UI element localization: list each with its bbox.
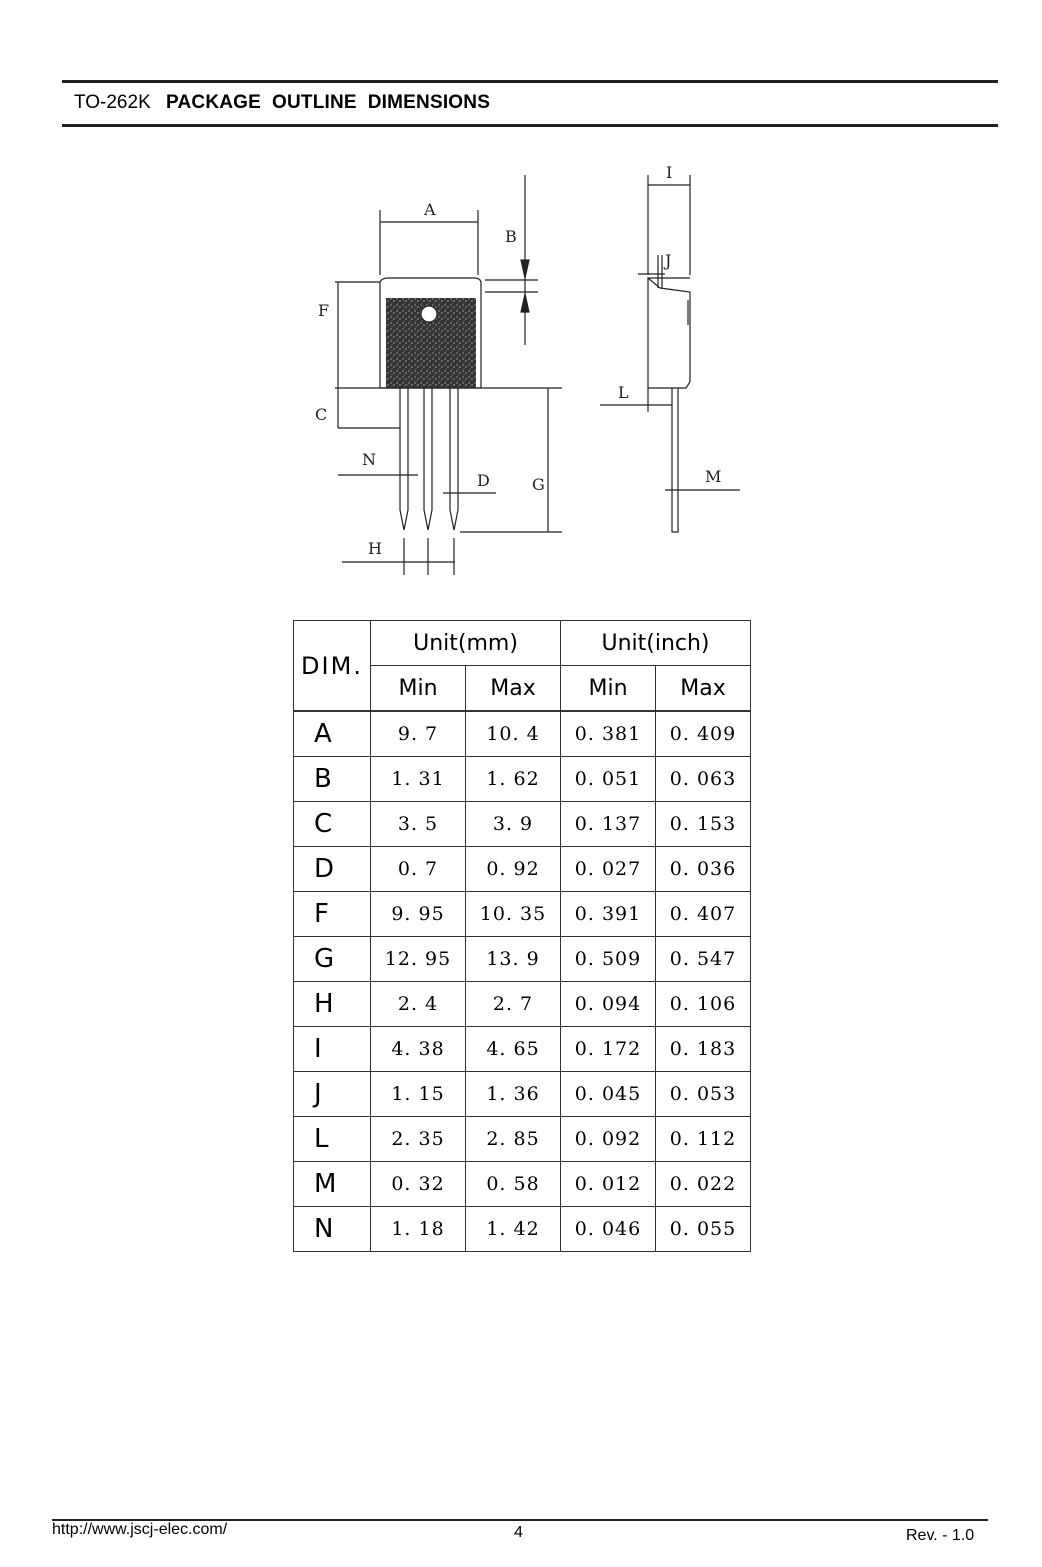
dim-cell: B [294,757,371,802]
table-row [294,1117,751,1162]
revision: Rev. - 1.0 [906,1527,975,1544]
inch-min-cell: 0. 012 [561,1162,656,1207]
mm-max-cell: 13. 9 [466,937,561,982]
mm-max-cell: 1. 42 [466,1207,561,1252]
mounting-hole [421,306,437,322]
drawing-label-j: J [665,251,672,270]
table-row [294,892,751,937]
drawing-label-l: L [618,383,629,402]
dim-cell: C [294,802,371,847]
header-top-rule [62,80,998,83]
dim-cell: F [294,892,371,937]
mm-min-cell: 0. 32 [371,1162,466,1207]
inch-min-header: Min [561,666,656,712]
inch-min-cell: 0. 051 [561,757,656,802]
unit-inch-header: Unit(inch) [561,621,751,666]
table-row [294,757,751,802]
table-row [294,802,751,847]
mm-max-cell: 10. 35 [466,892,561,937]
inch-max-cell: 0. 036 [656,847,751,892]
dim-column-header: DIM. [294,621,371,712]
inch-min-cell: 0. 509 [561,937,656,982]
mm-max-cell: 0. 58 [466,1162,561,1207]
lead-center [424,388,432,530]
mm-max-cell: 1. 36 [466,1072,561,1117]
mm-min-cell: 12. 95 [371,937,466,982]
mm-min-cell: 2. 4 [371,982,466,1027]
inch-min-cell: 0. 027 [561,847,656,892]
mm-min-cell: 9. 95 [371,892,466,937]
dim-cell: D [294,847,371,892]
table-row [294,847,751,892]
table-row [294,1207,751,1252]
dim-cell: I [294,1027,371,1072]
inch-min-cell: 0. 381 [561,711,656,757]
inch-min-cell: 0. 172 [561,1027,656,1072]
dim-cell: A [294,711,371,757]
drawing-label-c: C [315,405,328,424]
table-row [294,1162,751,1207]
lead-right [450,388,458,530]
inch-min-cell: 0. 137 [561,802,656,847]
inch-max-cell: 0. 409 [656,711,751,757]
drawing-label-f: F [318,301,330,320]
table-row [294,982,751,1027]
mm-min-cell: 1. 18 [371,1207,466,1252]
dim-cell: M [294,1162,371,1207]
dim-cell: L [294,1117,371,1162]
dim-cell: H [294,982,371,1027]
inch-max-header: Max [656,666,751,712]
mm-min-cell: 1. 15 [371,1072,466,1117]
dim-cell: J [294,1072,371,1117]
mm-max-cell: 2. 85 [466,1117,561,1162]
drawing-label-d: D [477,471,490,490]
inch-min-cell: 0. 046 [561,1207,656,1252]
inch-max-cell: 0. 022 [656,1162,751,1207]
dim-cell: G [294,937,371,982]
unit-mm-header: Unit(mm) [371,621,561,666]
mm-max-cell: 3. 9 [466,802,561,847]
table-row [294,1072,751,1117]
inch-max-cell: 0. 183 [656,1027,751,1072]
inch-min-cell: 0. 094 [561,982,656,1027]
inch-max-cell: 0. 055 [656,1207,751,1252]
drawing-label-i: I [666,163,673,182]
inch-max-cell: 0. 547 [656,937,751,982]
mm-min-cell: 4. 38 [371,1027,466,1072]
table-header-row [294,621,751,666]
inch-max-cell: 0. 053 [656,1072,751,1117]
package-side-body [648,278,690,388]
inch-max-cell: 0. 106 [656,982,751,1027]
drawing-label-n: N [362,450,376,469]
mm-max-header: Max [466,666,561,712]
drawing-label-h: H [368,539,382,558]
mm-min-header: Min [371,666,466,712]
table-row [294,937,751,982]
mm-min-cell: 2. 35 [371,1117,466,1162]
mm-max-cell: 1. 62 [466,757,561,802]
drawing-label-a: A [424,200,436,219]
dim-cell: N [294,1207,371,1252]
table-row [294,1027,751,1072]
side-lead [672,388,678,532]
inch-min-cell: 0. 045 [561,1072,656,1117]
inch-min-cell: 0. 092 [561,1117,656,1162]
inch-max-cell: 0. 112 [656,1117,751,1162]
title-text: PACKAGE OUTLINE DIMENSIONS [166,92,491,113]
mm-min-cell: 0. 7 [371,847,466,892]
drawing-label-m: M [705,467,722,486]
drawing-label-g: G [532,475,545,494]
package-outline-drawing [300,160,750,580]
mm-max-cell: 0. 92 [466,847,561,892]
package-name: TO-262K [74,92,151,113]
mm-max-cell: 2. 7 [466,982,561,1027]
footer-url[interactable]: http://www.jscj-elec.com/ [52,1521,228,1538]
dimensions-table [293,620,751,1252]
lead-left [400,388,408,530]
page-number: 4 [514,1524,523,1541]
mm-max-cell: 4. 65 [466,1027,561,1072]
inch-max-cell: 0. 153 [656,802,751,847]
drawing-label-b: B [505,227,517,246]
inch-min-cell: 0. 391 [561,892,656,937]
mm-min-cell: 3. 5 [371,802,466,847]
mm-min-cell: 1. 31 [371,757,466,802]
mm-min-cell: 9. 7 [371,711,466,757]
inch-max-cell: 0. 407 [656,892,751,937]
inch-max-cell: 0. 063 [656,757,751,802]
table-row [294,711,751,757]
page-title [74,92,490,114]
mm-max-cell: 10. 4 [466,711,561,757]
header-bottom-rule [62,124,998,127]
